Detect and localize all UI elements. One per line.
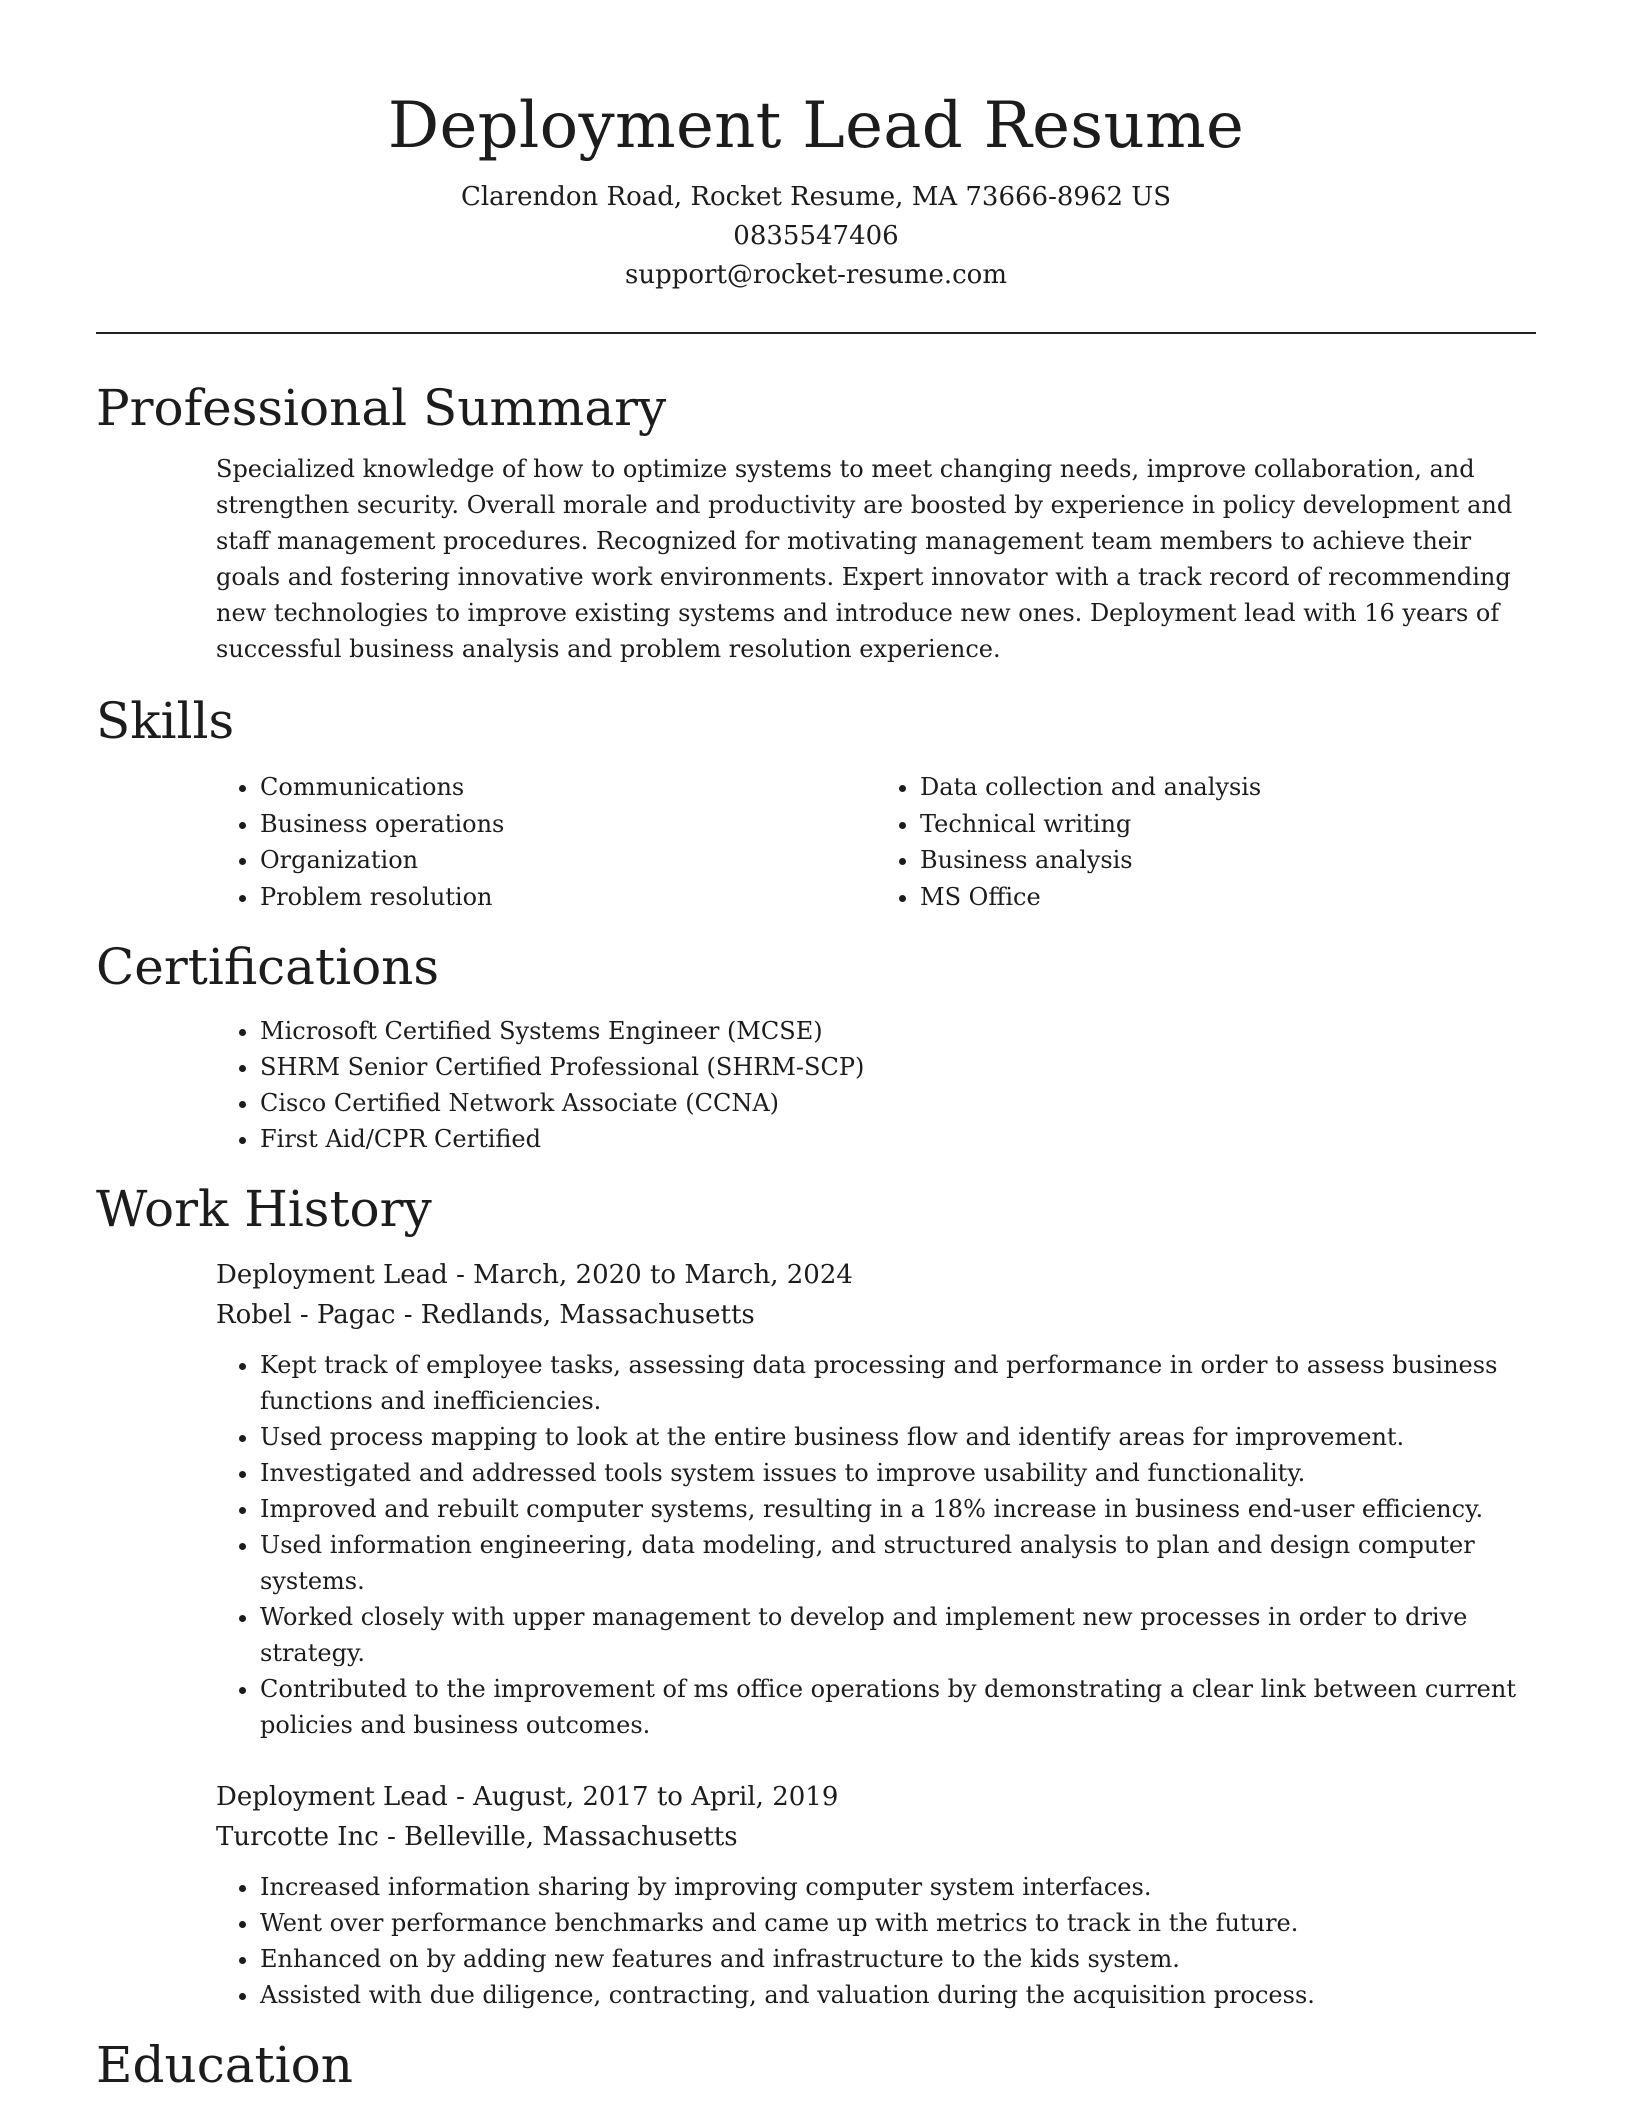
skills-list (216, 769, 1536, 915)
job-bullet: • Kept track of employee tasks, assessing data processing and performance in order to assess business functions and inefficiencies. (260, 1347, 1536, 1419)
job-role: Deployment Lead (216, 1782, 448, 1812)
contact-address: Clarendon Road, Rocket Resume, MA 73666-8962 US (460, 182, 1172, 212)
job-bullets (216, 1347, 1536, 1743)
skill-item: • Problem resolution (260, 879, 876, 916)
certification-item: • Microsoft Certified Systems Engineer (MCSE) (260, 1013, 1536, 1049)
contact-email: support@rocket-resume.com (624, 260, 1007, 290)
job-dates: - August, 2017 to April, 2019 (447, 1782, 839, 1812)
section-title-work-history: Work History (96, 1180, 432, 1238)
skill-item: • MS Office (920, 879, 1536, 916)
job-company: Turcotte Inc (216, 1822, 379, 1852)
section-title-education: Education (96, 2036, 353, 2094)
skills-column-right (876, 769, 1536, 915)
certification-item: • Cisco Certified Network Associate (CCNA) (260, 1085, 1536, 1121)
job-bullet: • Used process mapping to look at the entire business flow and identify areas for improvement. (260, 1419, 1536, 1455)
job-bullet: • Enhanced on by adding new features and infrastructure to the kids system. (260, 1941, 1536, 1977)
section-title-summary: Professional Summary (96, 379, 667, 437)
job-bullet: • Went over performance benchmarks and came up with metrics to track in the future. (260, 1905, 1536, 1941)
job-title-line (216, 1777, 1536, 1817)
skills-column-left (216, 769, 876, 915)
skill-item: • Data collection and analysis (920, 769, 1536, 806)
section-title-skills: Skills (96, 692, 235, 750)
job-bullet: • Assisted with due diligence, contracting, and valuation during the acquisition process. (260, 1977, 1536, 2013)
job-company-line (216, 1295, 1536, 1335)
job-bullet: • Investigated and addressed tools system issues to improve usability and functionality. (260, 1455, 1536, 1491)
job-location: - Redlands, Massachusetts (395, 1300, 755, 1330)
certification-item: • SHRM Senior Certified Professional (SHRM-SCP) (260, 1049, 1536, 1085)
certification-item: • First Aid/CPR Certified (260, 1121, 1536, 1157)
job-role: Deployment Lead (216, 1260, 448, 1290)
skill-item: • Business operations (260, 806, 876, 843)
header-divider (96, 332, 1536, 334)
job-bullet: • Used information engineering, data modeling, and structured analysis to plan and design computer systems. (260, 1527, 1536, 1599)
contact-block (96, 178, 1536, 295)
skill-item: • Technical writing (920, 806, 1536, 843)
job-bullet: • Increased information sharing by improving computer system interfaces. (260, 1869, 1536, 1905)
job-company-line (216, 1817, 1536, 1857)
job-entry (216, 1255, 1536, 1743)
job-location: - Belleville, Massachusetts (378, 1822, 738, 1852)
job-entry (216, 1777, 1536, 2013)
job-bullet: • Contributed to the improvement of ms office operations by demonstrating a clear link between current policies and business outcomes. (260, 1671, 1536, 1743)
job-bullets (216, 1869, 1536, 2013)
contact-phone: 0835547406 (733, 221, 899, 251)
job-title-line (216, 1255, 1536, 1295)
resume-title: Deployment Lead Resume (387, 89, 1245, 163)
skill-item: • Communications (260, 769, 876, 806)
summary-text: Specialized knowledge of how to optimize systems to meet changing needs, improve collaboration, and strengthen security. Overall morale and productivity are boosted by experience in policy development and staff management procedures. Recognized for motivating management team members to achieve their goals and fostering innovative work environments. Expert innovator with a track record of recommending new technologies to improve existing systems and introduce new ones. Deployment lead with 16 years of successful business analysis and problem resolution experience. (216, 455, 1513, 663)
resume-header (96, 0, 1536, 295)
certifications-list (216, 1013, 1536, 1157)
resume-page (96, 0, 1536, 2095)
skill-item: • Business analysis (920, 842, 1536, 879)
job-company: Robel - Pagac (216, 1300, 396, 1330)
job-dates: - March, 2020 to March, 2024 (447, 1260, 853, 1290)
job-bullet: • Improved and rebuilt computer systems, resulting in a 18% increase in business end-user efficiency. (260, 1491, 1536, 1527)
skill-item: • Organization (260, 842, 876, 879)
section-title-certifications: Certifications (96, 938, 440, 996)
job-bullet: • Worked closely with upper management to develop and implement new processes in order to drive strategy. (260, 1599, 1536, 1671)
